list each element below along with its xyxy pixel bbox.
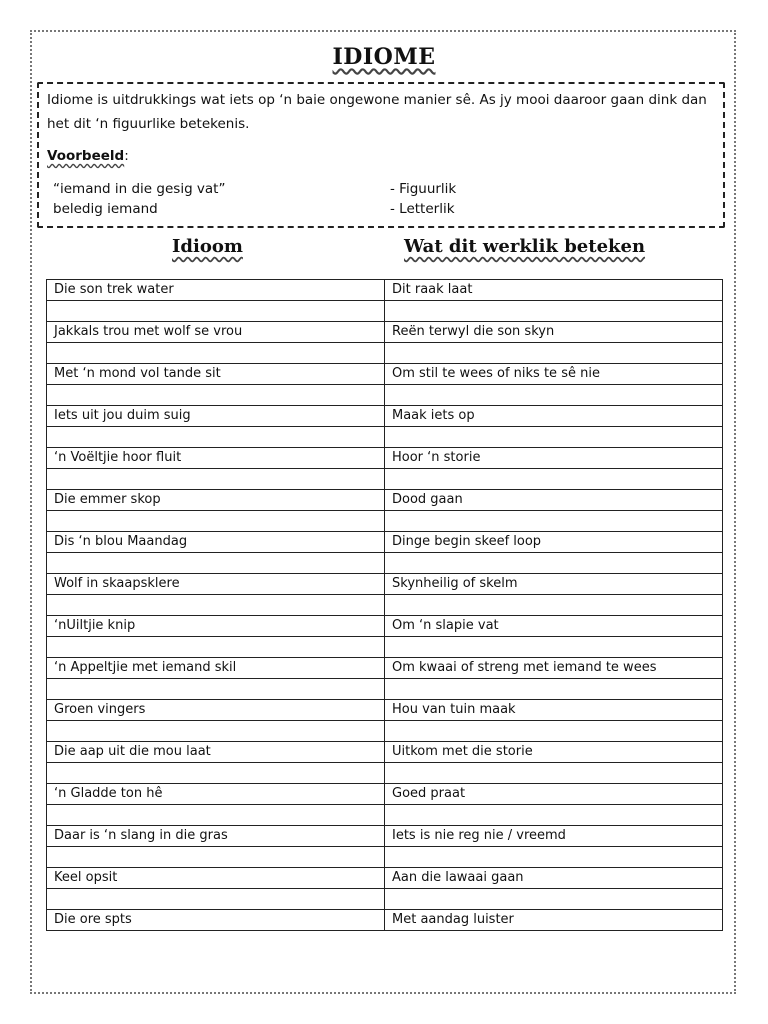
empty-cell: [385, 595, 723, 616]
meaning-cell: Iets is nie reg nie / vreemd: [385, 826, 723, 847]
table-row: [47, 490, 723, 511]
empty-cell: [385, 385, 723, 406]
spacer-row: [47, 889, 723, 910]
example-2-phrase: beledig iemand: [53, 201, 158, 217]
spacer-row: [47, 763, 723, 784]
idiom-cell: Die aap uit die mou laat: [47, 742, 385, 763]
idiom-cell: Daar is ‘n slang in die gras: [47, 826, 385, 847]
idiom-table: [46, 279, 723, 931]
empty-cell: [385, 721, 723, 742]
empty-cell: [385, 679, 723, 700]
meaning-cell: Om ‘n slapie vat: [385, 616, 723, 637]
example-colon: :: [124, 148, 129, 164]
empty-cell: [385, 889, 723, 910]
spacer-row: [47, 301, 723, 322]
spacer-row: [47, 637, 723, 658]
idiom-cell: Wolf in skaapsklere: [47, 574, 385, 595]
meaning-cell: Reën terwyl die son skyn: [385, 322, 723, 343]
example-label: Voorbeeld: [47, 148, 125, 164]
meaning-cell: Dood gaan: [385, 490, 723, 511]
table-row: [47, 574, 723, 595]
empty-cell: [385, 637, 723, 658]
empty-cell: [47, 301, 385, 322]
empty-cell: [47, 679, 385, 700]
meaning-cell: Aan die lawaai gaan: [385, 868, 723, 889]
empty-cell: [385, 469, 723, 490]
empty-cell: [385, 427, 723, 448]
meaning-cell: Dit raak laat: [385, 280, 723, 301]
table-row: [47, 364, 723, 385]
idiom-cell: Die emmer skop: [47, 490, 385, 511]
meaning-cell: Hoor ‘n storie: [385, 448, 723, 469]
example-heading: [47, 148, 129, 164]
empty-cell: [385, 847, 723, 868]
spacer-row: [47, 847, 723, 868]
meaning-cell: Hou van tuin maak: [385, 700, 723, 721]
empty-cell: [385, 805, 723, 826]
table-row: [47, 322, 723, 343]
spacer-row: [47, 721, 723, 742]
header-idiom: Idioom: [172, 236, 243, 257]
empty-cell: [385, 553, 723, 574]
idiom-cell: Die son trek water: [47, 280, 385, 301]
empty-cell: [47, 637, 385, 658]
empty-cell: [47, 511, 385, 532]
meaning-cell: Skynheilig of skelm: [385, 574, 723, 595]
empty-cell: [47, 469, 385, 490]
spacer-row: [47, 679, 723, 700]
table-row: [47, 910, 723, 931]
empty-cell: [47, 763, 385, 784]
spacer-row: [47, 805, 723, 826]
table-row: [47, 532, 723, 553]
table-row: [47, 826, 723, 847]
header-meaning: Wat dit werklik beteken: [404, 236, 646, 257]
meaning-cell: Om kwaai of streng met iemand te wees: [385, 658, 723, 679]
empty-cell: [47, 385, 385, 406]
table-row: [47, 280, 723, 301]
intro-text: Idiome is uitdrukkings wat iets op ‘n baie ongewone manier sê. As jy mooi daaroor gaan dink dan het dit ‘n figuurlike betekenis.: [47, 92, 707, 132]
idiom-cell: Iets uit jou duim suig: [47, 406, 385, 427]
empty-cell: [47, 805, 385, 826]
empty-cell: [385, 343, 723, 364]
meaning-cell: Met aandag luister: [385, 910, 723, 931]
table-row: [47, 616, 723, 637]
meaning-cell: Maak iets op: [385, 406, 723, 427]
table-row: [47, 784, 723, 805]
meaning-cell: Om stil te wees of niks te sê nie: [385, 364, 723, 385]
spacer-row: [47, 343, 723, 364]
meaning-cell: Uitkom met die storie: [385, 742, 723, 763]
example-2-type: - Letterlik: [390, 201, 455, 217]
table-row: [47, 700, 723, 721]
idiom-table-body: [47, 280, 723, 931]
meaning-cell: Goed praat: [385, 784, 723, 805]
meaning-cell: Dinge begin skeef loop: [385, 532, 723, 553]
idiom-cell: Jakkals trou met wolf se vrou: [47, 322, 385, 343]
empty-cell: [385, 763, 723, 784]
idiom-cell: Dis ‘n blou Maandag: [47, 532, 385, 553]
empty-cell: [47, 427, 385, 448]
spacer-row: [47, 427, 723, 448]
idiom-cell: ‘n Voëltjie hoor fluit: [47, 448, 385, 469]
spacer-row: [47, 469, 723, 490]
spacer-row: [47, 595, 723, 616]
idiom-cell: ‘n Appeltjie met iemand skil: [47, 658, 385, 679]
empty-cell: [47, 343, 385, 364]
empty-cell: [47, 721, 385, 742]
empty-cell: [385, 511, 723, 532]
table-row: [47, 742, 723, 763]
empty-cell: [47, 847, 385, 868]
idiom-cell: Die ore spts: [47, 910, 385, 931]
spacer-row: [47, 511, 723, 532]
idiom-cell: Keel opsit: [47, 868, 385, 889]
table-row: [47, 406, 723, 427]
idiom-cell: ‘nUiltjie knip: [47, 616, 385, 637]
example-1-type: - Figuurlik: [390, 181, 457, 197]
page-title: IDIOME: [332, 44, 436, 70]
spacer-row: [47, 385, 723, 406]
empty-cell: [385, 301, 723, 322]
idiom-cell: Met ‘n mond vol tande sit: [47, 364, 385, 385]
empty-cell: [47, 595, 385, 616]
empty-cell: [47, 553, 385, 574]
example-1-phrase: “iemand in die gesig vat”: [53, 181, 226, 197]
table-row: [47, 868, 723, 889]
table-row: [47, 448, 723, 469]
idiom-cell: Groen vingers: [47, 700, 385, 721]
empty-cell: [47, 889, 385, 910]
table-row: [47, 658, 723, 679]
spacer-row: [47, 553, 723, 574]
idiom-cell: ‘n Gladde ton hê: [47, 784, 385, 805]
